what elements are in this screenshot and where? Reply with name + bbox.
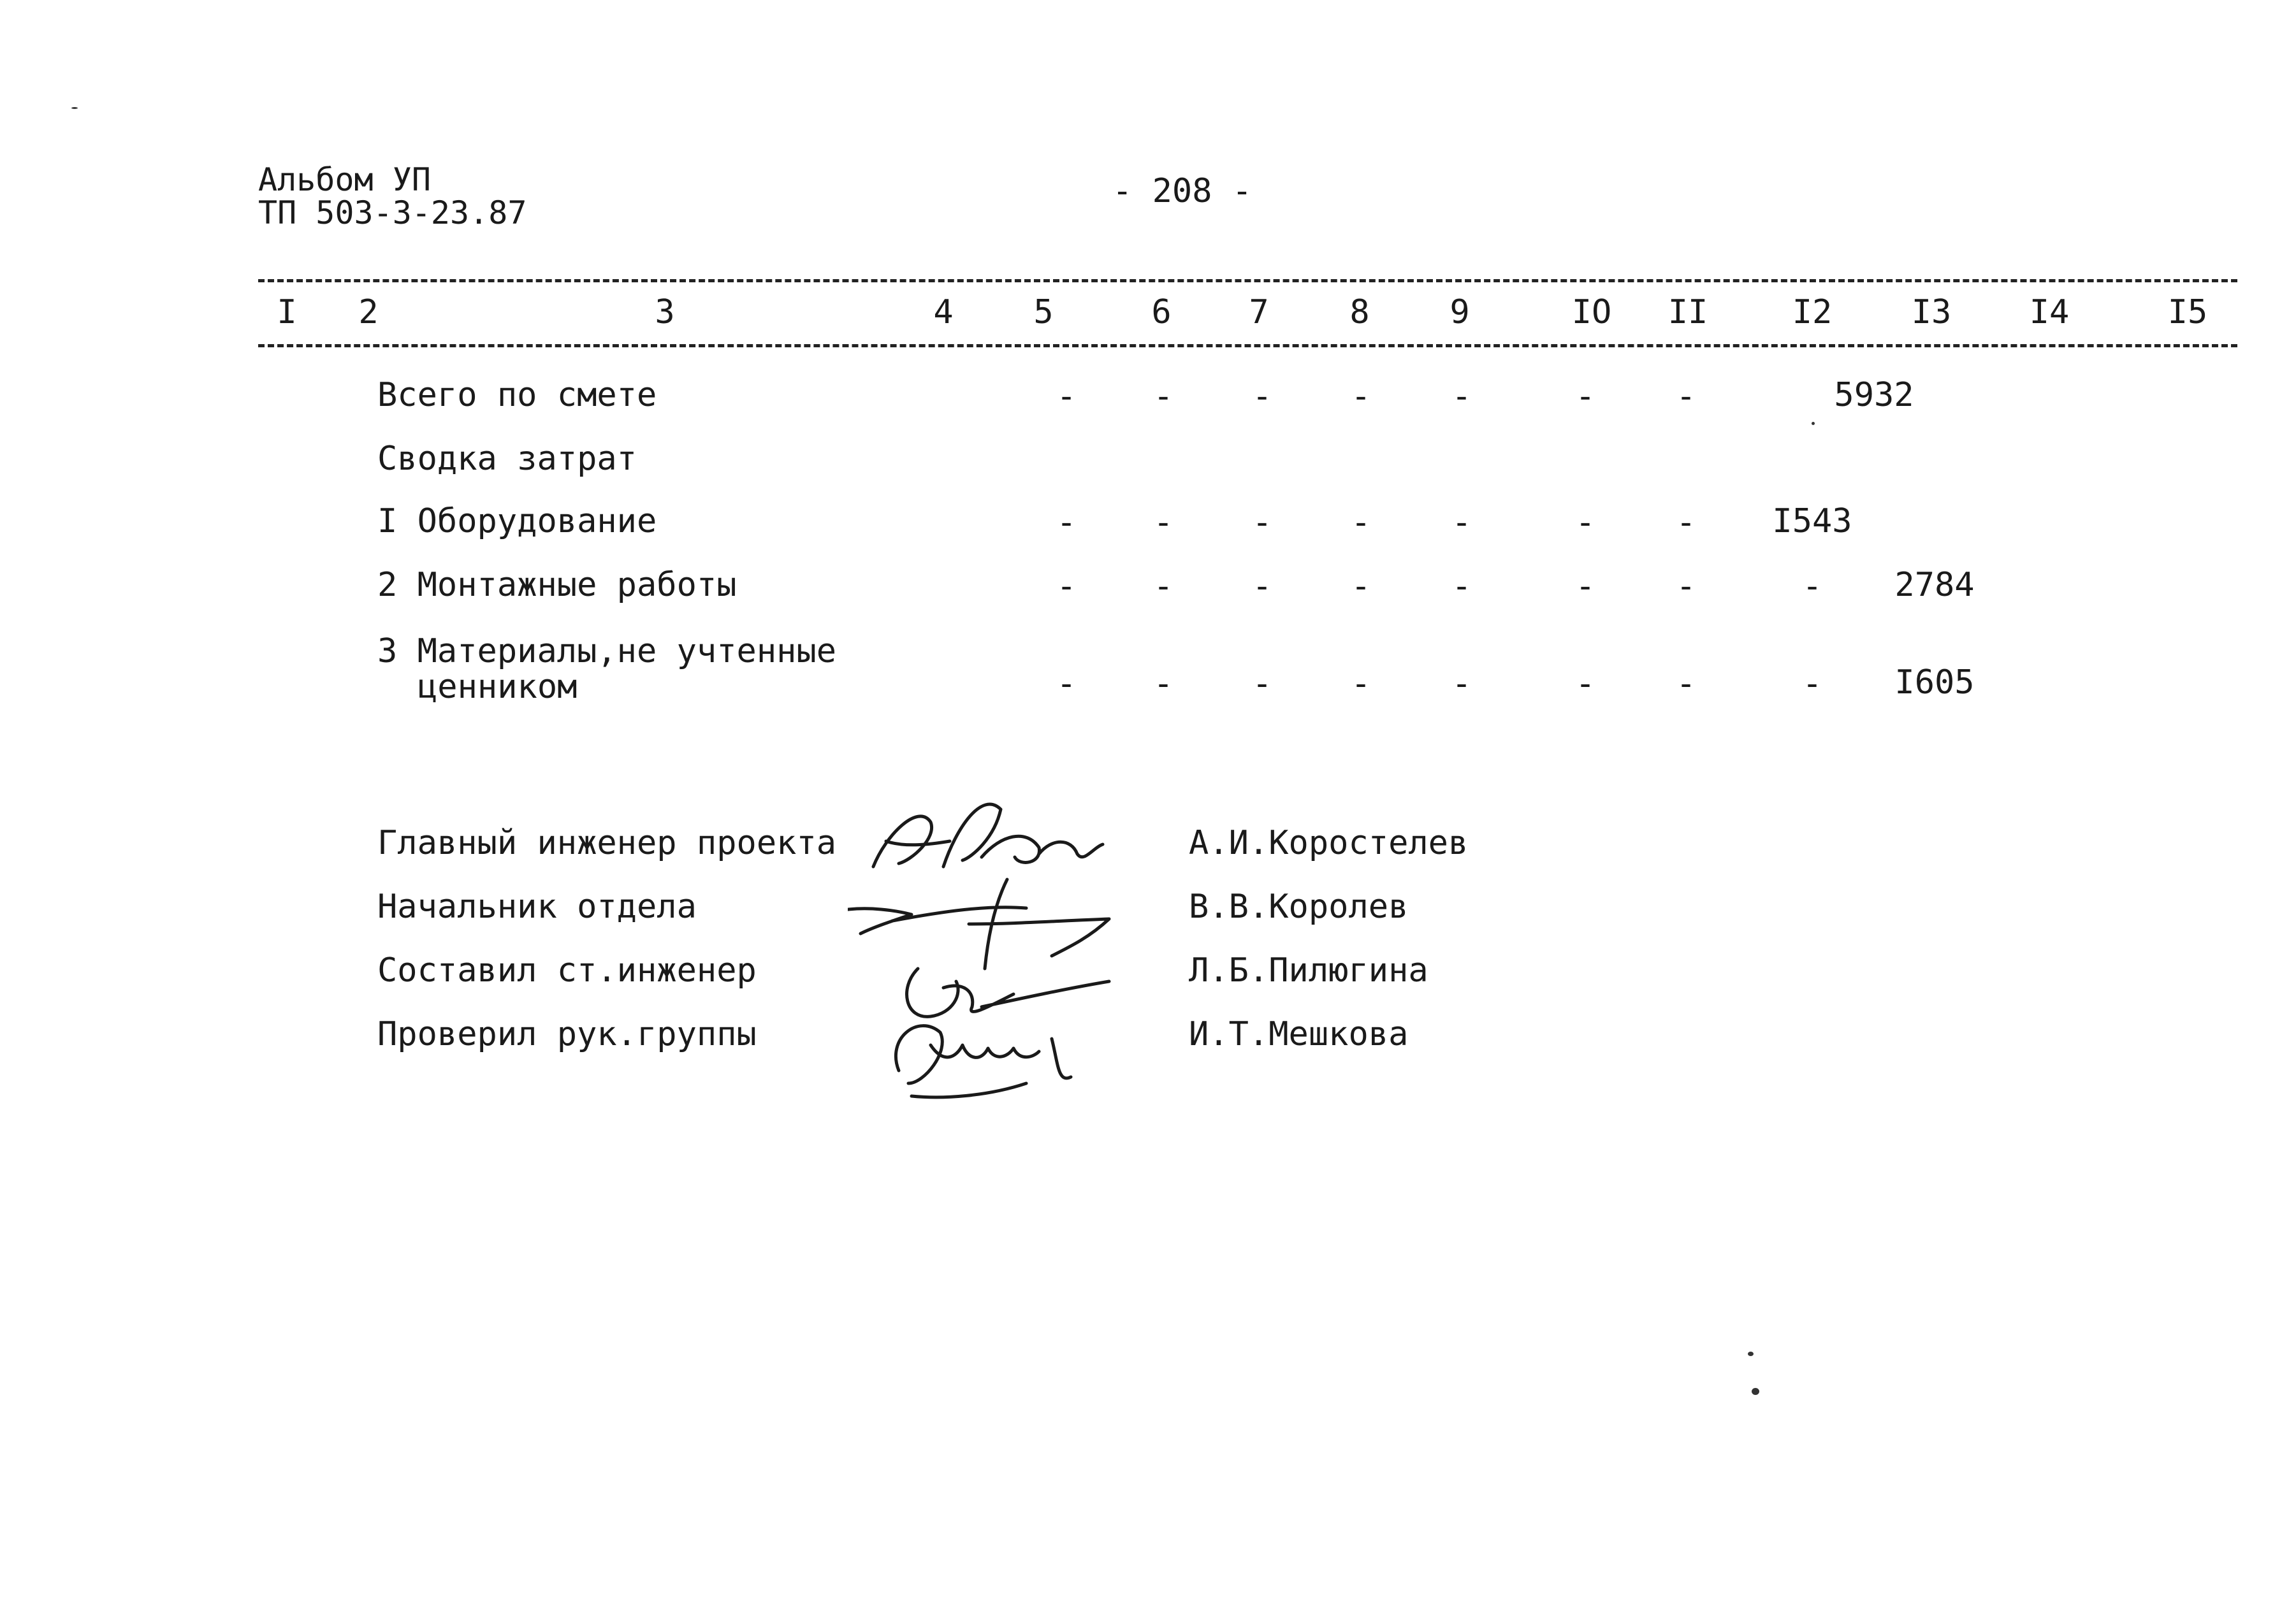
cell-dash: - [1575, 567, 1595, 605]
col13-value: 2784 [1894, 566, 1975, 604]
row-label: Всего по смете [377, 376, 657, 414]
cell-dash: - [1802, 567, 1822, 605]
col-7: 7 [1249, 293, 1269, 331]
col-4: 4 [933, 293, 954, 331]
cell-dash: - [1676, 567, 1696, 605]
cell-dash: - [1676, 665, 1696, 703]
col12-value: I543 [1772, 502, 1852, 540]
col-5: 5 [1033, 293, 1054, 331]
scan-speck [1812, 422, 1815, 425]
album-label: Альбом УП [258, 161, 431, 198]
cell-dash: - [1351, 567, 1371, 605]
page-number: - 208 - [1112, 172, 1253, 210]
col-11: II [1668, 293, 1708, 331]
row-label: 3 Материалы,не учтенные [377, 632, 837, 670]
col-2: 2 [358, 293, 379, 331]
col-13: I3 [1911, 293, 1952, 331]
scan-speck [1752, 1388, 1759, 1395]
cell-dash: - [1351, 665, 1371, 703]
signer-name: Л.Б.Пилюгина [1189, 951, 1428, 990]
total-value: 5932 [1834, 376, 1914, 414]
cell-dash: - [1451, 567, 1472, 605]
scan-speck [1748, 1352, 1754, 1356]
signer-title: Главный инженер проекта [377, 824, 837, 862]
col-1: I [277, 293, 297, 331]
cell-dash: - [1252, 665, 1272, 703]
cell-dash: - [1575, 377, 1595, 415]
cell-dash: - [1802, 665, 1822, 703]
signature-mark [907, 969, 1109, 1016]
col-6: 6 [1151, 293, 1172, 331]
cell-dash: - [1451, 503, 1472, 542]
cell-dash: - [1056, 377, 1077, 415]
cell-dash: - [1351, 377, 1371, 415]
row-label-continued: ценником [418, 668, 578, 706]
signature-mark [848, 879, 1109, 969]
col13-value: I605 [1894, 663, 1975, 702]
cell-dash: - [1153, 377, 1173, 415]
project-code: ТП 503-3-23.87 [258, 194, 527, 231]
col-10: IO [1571, 293, 1612, 331]
cell-dash: - [1252, 503, 1272, 542]
cell-dash: - [1153, 665, 1173, 703]
row-label: 2 Монтажные работы [377, 566, 737, 604]
cell-dash: - [1153, 567, 1173, 605]
col-3: 3 [655, 293, 675, 331]
cell-dash: - [1153, 503, 1173, 542]
signer-name: И.Т.Мешкова [1189, 1015, 1409, 1053]
signer-title: Составил ст.инженер [377, 951, 757, 990]
row-label: I Оборудование [377, 502, 657, 540]
table-header-bottom-rule [258, 344, 2237, 347]
table-top-rule [258, 279, 2237, 282]
cell-dash: - [1575, 665, 1595, 703]
col-8: 8 [1349, 293, 1370, 331]
signature-mark [873, 804, 1103, 867]
cell-dash: - [1451, 377, 1472, 415]
cell-dash: - [1056, 567, 1077, 605]
cell-dash: - [1056, 665, 1077, 703]
cell-dash: - [1252, 377, 1272, 415]
cell-dash: - [1676, 503, 1696, 542]
col-15: I5 [2167, 293, 2208, 331]
handwritten-signatures [848, 777, 1179, 1109]
col-12: I2 [1792, 293, 1833, 331]
signer-name: А.И.Коростелев [1189, 824, 1469, 862]
cell-dash: - [1351, 503, 1371, 542]
cell-dash: - [1676, 377, 1696, 415]
signer-title: Проверил рук.группы [377, 1015, 757, 1053]
cell-dash: - [1575, 503, 1595, 542]
scan-speck [71, 107, 78, 109]
col-9: 9 [1450, 293, 1470, 331]
row-label: Сводка затрат [377, 440, 637, 478]
signer-title: Начальник отдела [377, 888, 697, 926]
col-14: I4 [2029, 293, 2070, 331]
cell-dash: - [1252, 567, 1272, 605]
signature-mark [896, 1026, 1071, 1097]
cell-dash: - [1451, 665, 1472, 703]
signer-name: В.В.Королев [1189, 888, 1409, 926]
cell-dash: - [1056, 503, 1077, 542]
